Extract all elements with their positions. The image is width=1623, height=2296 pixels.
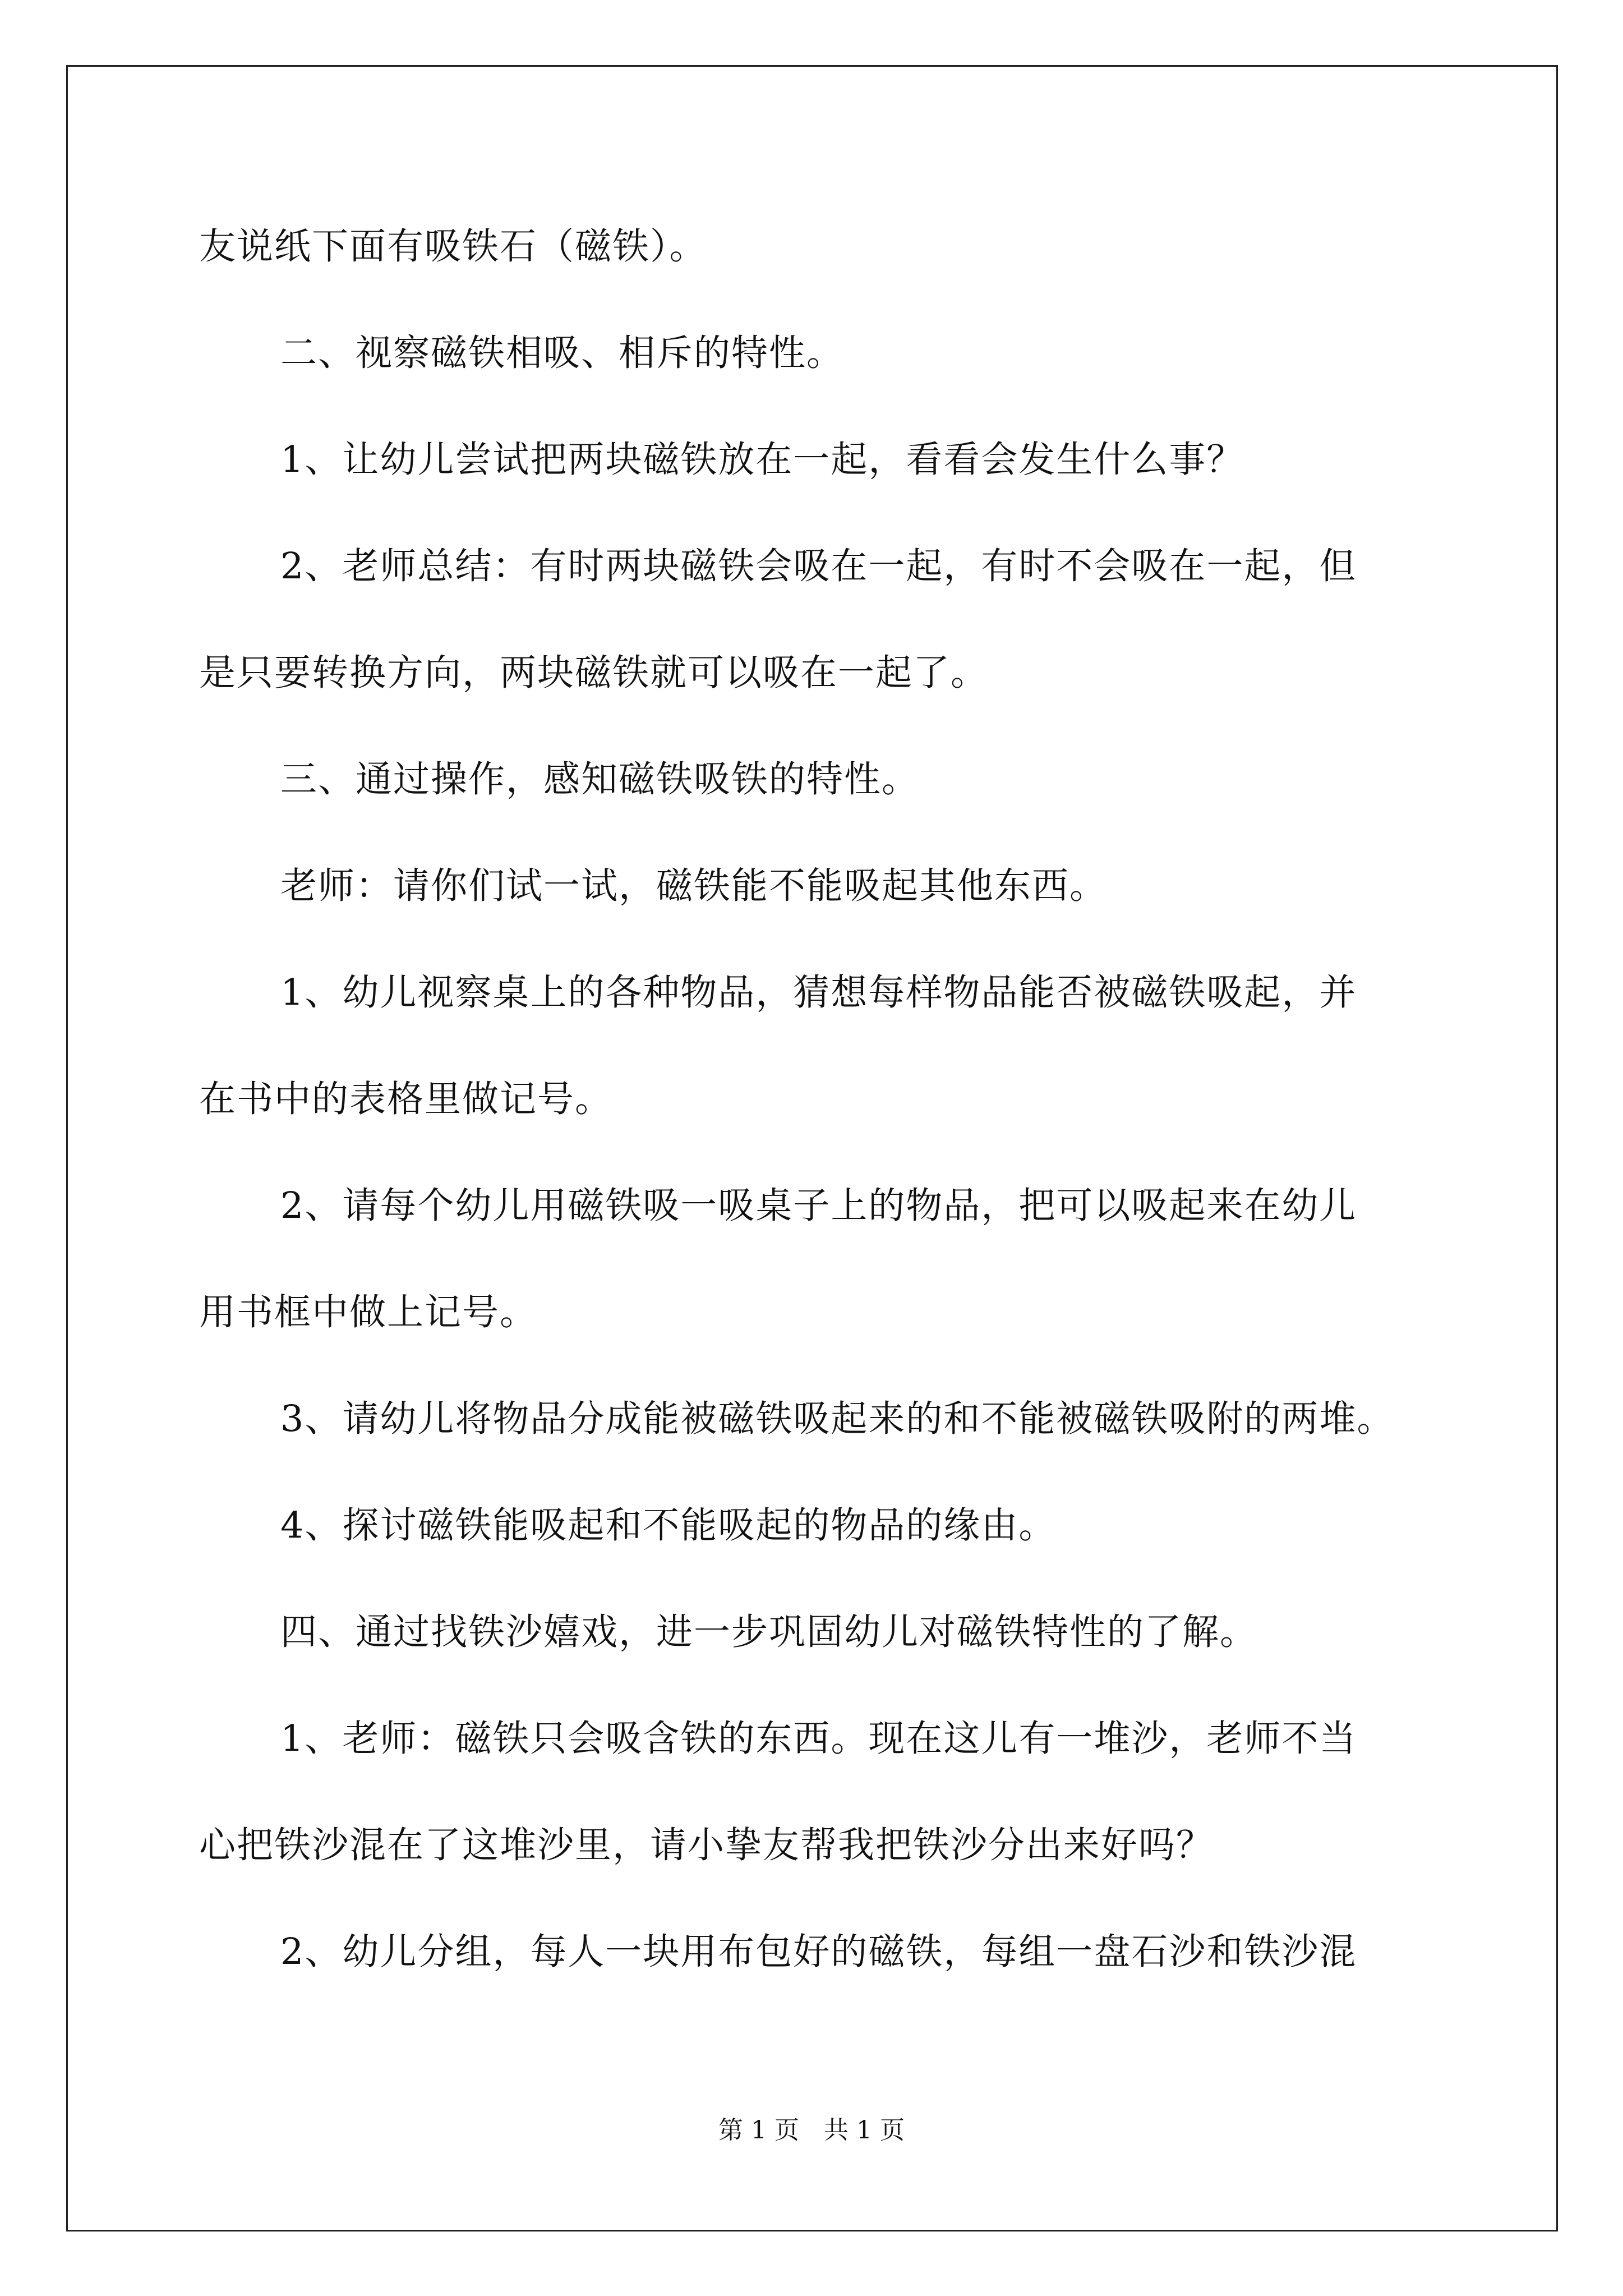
page-number-footer: 第 1 页 共 1 页 <box>718 2116 905 2145</box>
page-border <box>66 65 1558 2231</box>
text-line: 1、幼儿视察桌上的各种物品，猜想每样物品能否被磁铁吸起，并 <box>280 972 1357 1014</box>
text-line: 1、老师：磁铁只会吸含铁的东西。现在这儿有一堆沙，老师不当 <box>280 1718 1357 1760</box>
text-line: 在书中的表格里做记号。 <box>199 1078 613 1120</box>
text-line: 心把铁沙混在了这堆沙里，请小挚友帮我把铁沙分出来好吗？ <box>199 1824 1214 1866</box>
text-line: 2、请每个幼儿用磁铁吸一吸桌子上的物品，把可以吸起来在幼儿 <box>280 1185 1357 1227</box>
section-heading: 二、视察磁铁相吸、相斥的特性。 <box>280 332 845 374</box>
text-line: 用书框中做上记号。 <box>199 1291 538 1333</box>
text-line: 是只要转换方向，两块磁铁就可以吸在一起了。 <box>199 652 989 694</box>
text-line: 2、幼儿分组，每人一块用布包好的磁铁，每组一盘石沙和铁沙混 <box>280 1931 1357 1973</box>
section-heading: 三、通过操作，感知磁铁吸铁的特性。 <box>280 758 920 800</box>
text-line: 老师：请你们试一试，磁铁能不能吸起其他东西。 <box>280 865 1108 907</box>
text-line: 友说纸下面有吸铁石（磁铁）。 <box>199 226 707 268</box>
section-heading: 四、通过找铁沙嬉戏，进一步巩固幼儿对磁铁特性的了解。 <box>280 1611 1258 1653</box>
text-line: 2、老师总结：有时两块磁铁会吸在一起，有时不会吸在一起，但 <box>280 545 1357 587</box>
text-line: 1、让幼儿尝试把两块磁铁放在一起，看看会发生什么事？ <box>280 439 1244 481</box>
text-line: 4、探讨磁铁能吸起和不能吸起的物品的缘由。 <box>280 1504 1057 1547</box>
text-line: 3、请幼儿将物品分成能被磁铁吸起来的和不能被磁铁吸附的两堆。 <box>280 1398 1395 1440</box>
